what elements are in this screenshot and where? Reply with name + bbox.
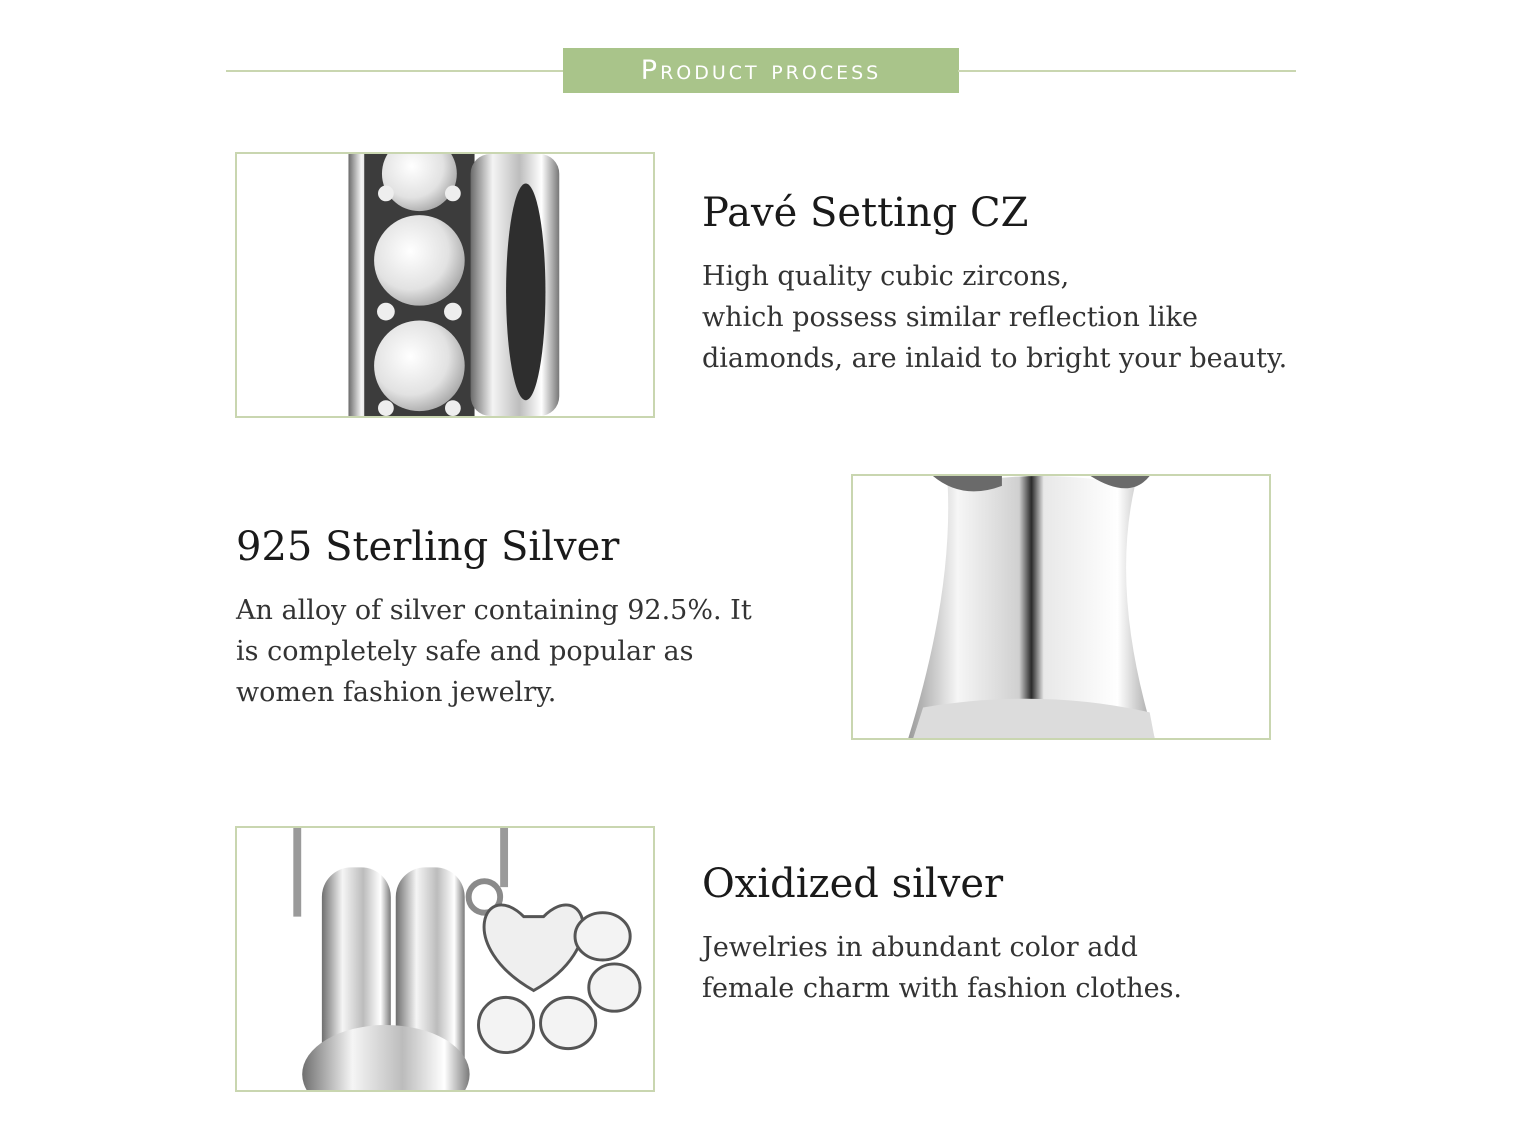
header-divider-right [958,70,1296,72]
description-line: which possess similar reflection like [702,302,1199,333]
description-line: female charm with fashion clothes. [702,973,1183,1004]
description-line: High quality cubic zircons, [702,261,1070,292]
description-line: An alloy of silver containing 92.5%. It [236,595,752,626]
description-line: Jewelries in abundant color add [702,932,1138,963]
description-line: diamonds, are inlaid to bright your beauty. [702,343,1288,374]
feature-description-pave [702,256,1287,379]
feature-description-sterling [236,590,752,713]
oxidized-silver-image [235,826,655,1092]
paw-heart-charm-closeup-icon [237,828,653,1090]
feature-title-pave: Pavé Setting CZ [702,190,1029,236]
pave-cz-charm-closeup-icon [237,154,653,416]
sterling-silver-image [851,474,1271,740]
feature-title-sterling: 925 Sterling Silver [236,524,620,570]
feature-description-oxidized [702,927,1182,1009]
feature-title-oxidized: Oxidized silver [702,861,1004,907]
polished-silver-closeup-icon [853,476,1269,738]
description-line: is completely safe and popular as [236,636,694,667]
description-line: women fashion jewelry. [236,677,557,708]
header-divider-left [226,70,564,72]
section-title: Product process [563,48,959,93]
pave-cz-charm-image [235,152,655,418]
